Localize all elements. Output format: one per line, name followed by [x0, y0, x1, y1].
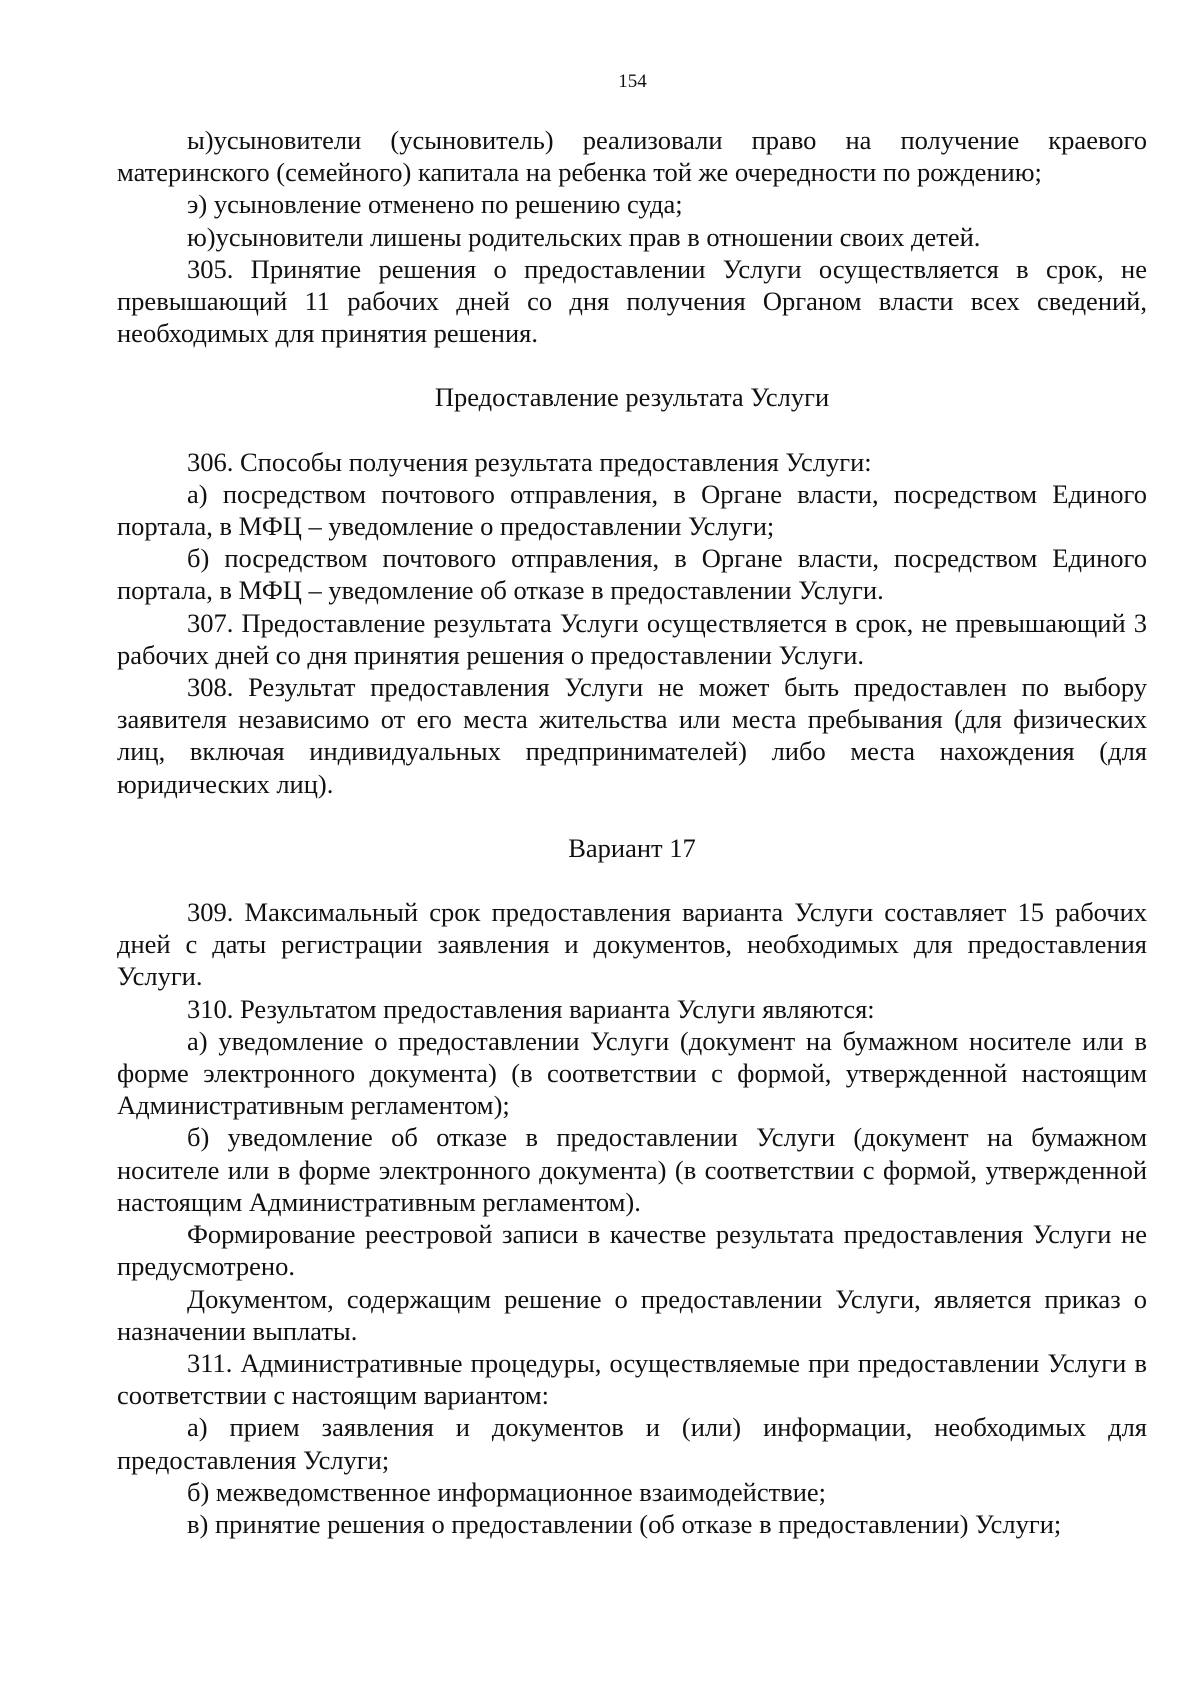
paragraph-305: 305. Принятие решения о предоставлении Услуги осуществляется в срок, не превышающий 11 рабочих дней со дня получения Органом власти всех сведений, необходимых для принятия решения. — [117, 253, 1147, 349]
paragraph-311-b: б) межведомственное информационное взаимодействие; — [187, 1476, 827, 1507]
paragraph-306-b: б) посредством почтового отправления, в Органе власти, посредством Единого портала, в МФЦ – уведомление об отказе в предоставлении Услуги. — [117, 543, 1147, 606]
paragraph-311-v: в) принятие решения о предоставлении (об отказе в предоставлении) Услуги; — [187, 1508, 1062, 1539]
paragraph-311-a: а) прием заявления и документов и (или) информации, необходимых для предоставления Услуги; — [117, 1412, 1147, 1475]
paragraph-item-y: ы)усыновители (усыновитель) реализовали право на получение краевого материнского (семейного) капитала на ребенка той же очередности по рождению; — [117, 125, 1147, 188]
paragraph-306-a: а) посредством почтового отправления, в Органе власти, посредством Единого портала, в МФЦ – уведомление о предоставлении Услуги; — [117, 478, 1147, 542]
page-number: 154 — [618, 71, 647, 92]
paragraph-309: 309. Максимальный срок предоставления варианта Услуги составляет 15 рабочих дней с даты регистрации заявления и документов, необходимых для предоставления Услуги. — [117, 897, 1147, 992]
paragraph-decision-document: Документом, содержащим решение о предоставлении Услуги, является приказ о назначении выплаты. — [117, 1283, 1147, 1346]
document-body — [117, 124, 1147, 1540]
paragraph-310-b: б) уведомление об отказе в предоставлении Услуги (документ на бумажном носителе или в форме электронного документа) (в соответствии с формой, утвержденной настоящим Административным регламентом). — [117, 1122, 1147, 1217]
section-heading-variant-17: Вариант 17 — [568, 832, 696, 863]
paragraph-311: 311. Административные процедуры, осуществляемые при предоставлении Услуги в соответствии с настоящим вариантом: — [117, 1347, 1147, 1411]
paragraph-registry-note: Формирование реестровой записи в качестве результата предоставления Услуги не предусмотрено. — [117, 1219, 1147, 1282]
paragraph-310-a: а) уведомление о предоставлении Услуги (документ на бумажном носителе или в форме электронного документа) (в соответствии с формой, утвержденной настоящим Административным регламентом); — [117, 1025, 1147, 1121]
paragraph-307: 307. Предоставление результата Услуги осуществляется в срок, не превышающий 3 рабочих дней со дня принятия решения о предоставлении Услуги. — [117, 607, 1147, 670]
paragraph-item-yu: ю)усыновители лишены родительских прав в отношении своих детей. — [187, 221, 981, 252]
paragraph-item-e: э) усыновление отменено по решению суда; — [187, 189, 683, 220]
paragraph-306: 306. Способы получения результата предоставления Услуги: — [187, 446, 872, 477]
paragraph-308: 308. Результат предоставления Услуги не может быть предоставлен по выбору заявителя независимо от его места жительства или места пребывания (для физических лиц, включая индивидуальных предпринимателей) либо места нахождения (для юридических лиц). — [117, 672, 1147, 799]
paragraph-310: 310. Результатом предоставления варианта Услуги являются: — [187, 993, 875, 1024]
section-heading-result: Предоставление результата Услуги — [434, 382, 830, 413]
